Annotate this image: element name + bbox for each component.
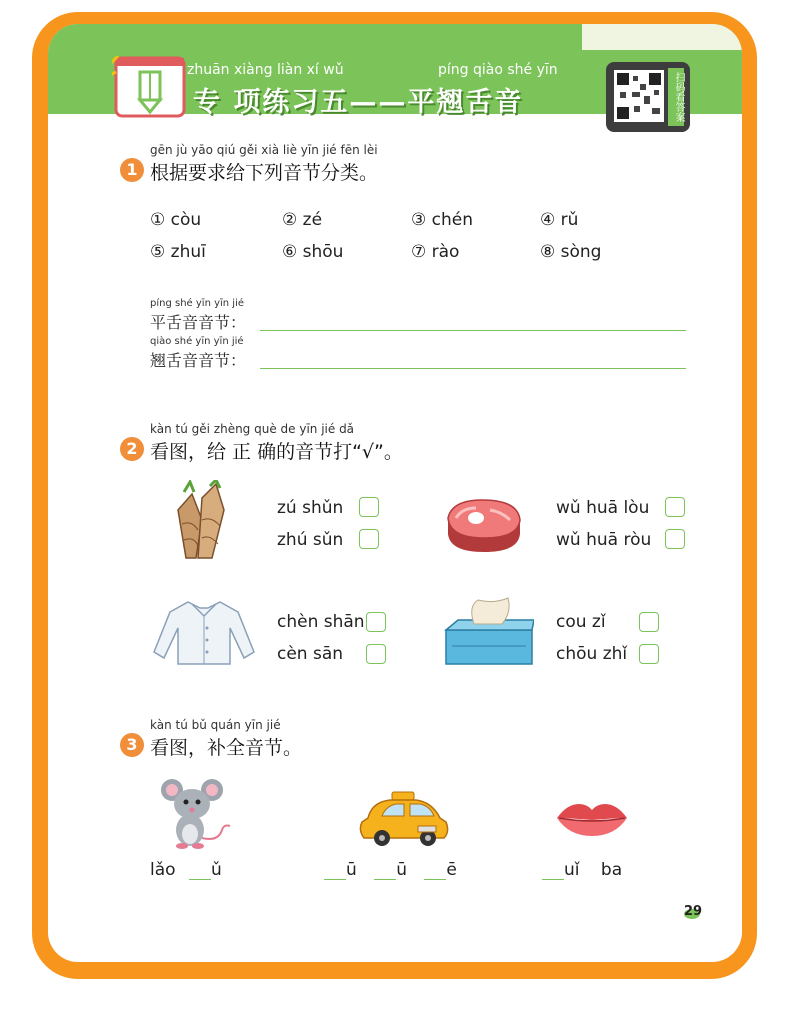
q3-answer-lips[interactable]: uǐ ba — [542, 860, 622, 880]
q2-number: 2 — [120, 437, 144, 461]
q3-answer-mouse[interactable]: lǎo ǔ — [150, 860, 222, 880]
blank-line[interactable] — [324, 863, 346, 880]
page-number: 29 — [684, 904, 703, 919]
q2-option: wǔ huā lòu — [556, 498, 650, 518]
q1-row1-pinyin: píng shé yīn yīn jié — [150, 298, 245, 309]
q3-pinyin: kàn tú bǔ quán yīn jié — [150, 718, 281, 732]
q2-option: wǔ huā ròu — [556, 530, 652, 550]
q2-option: cèn sān — [277, 644, 344, 664]
title-pinyin-left: zhuān xiàng liàn xí wǔ — [187, 62, 344, 78]
q2-pinyin: kàn tú gěi zhèng què de yīn jié dǎ — [150, 422, 355, 436]
q1-row2-answer-line[interactable] — [260, 368, 686, 369]
q1-item: ④ rǔ — [540, 210, 579, 230]
q1-item: ⑦ rào — [411, 242, 460, 262]
title-pinyin-right: píng qiào shé yīn — [438, 62, 558, 78]
pencil-note-icon — [112, 56, 192, 120]
q1-number: 1 — [120, 158, 144, 182]
meat-icon — [442, 496, 524, 554]
q3-answer-taxi[interactable]: ū ū ē — [324, 860, 457, 880]
q1-row1-label: 平舌音音节： — [150, 313, 247, 332]
q1-item: ⑧ sòng — [540, 242, 602, 262]
qr-card[interactable] — [606, 62, 690, 132]
blank-line[interactable] — [542, 863, 564, 880]
qr-code-icon — [614, 70, 664, 122]
q1-text: 根据要求给下列音节分类。 — [150, 162, 379, 184]
q1-item: ③ chén — [411, 210, 473, 230]
q2-option: zhú sǔn — [277, 530, 344, 550]
q2-checkbox[interactable] — [366, 644, 386, 664]
q1-item: ⑥ shōu — [282, 242, 344, 262]
bamboo-shoot-icon — [172, 480, 236, 562]
tissue-box-icon — [444, 596, 534, 666]
q3-text: 看图，补全音节。 — [150, 737, 303, 759]
q2-checkbox[interactable] — [359, 497, 379, 517]
qr-label: 扫码看答案 — [668, 68, 684, 126]
q1-item: ① còu — [150, 210, 202, 230]
q2-checkbox[interactable] — [639, 644, 659, 664]
q1-row2-label: 翘舌音音节： — [150, 351, 247, 370]
q2-option: cou zǐ — [556, 612, 606, 632]
q2-option: zú shǔn — [277, 498, 344, 518]
q3-number: 3 — [120, 733, 144, 757]
q1-row1-answer-line[interactable] — [260, 330, 686, 331]
q1-pinyin: gēn jù yāo qiú gěi xià liè yīn jié fēn lèi — [150, 143, 378, 157]
blank-line[interactable] — [189, 863, 211, 880]
q1-item: ⑤ zhuī — [150, 242, 206, 262]
taxi-icon — [358, 790, 450, 848]
q2-checkbox[interactable] — [639, 612, 659, 632]
lips-icon — [555, 798, 629, 838]
page-title: 专 项练习五——平翘舌音 — [193, 87, 524, 118]
q2-option: chèn shān — [277, 612, 365, 632]
blank-line[interactable] — [424, 863, 446, 880]
q2-checkbox[interactable] — [665, 529, 685, 549]
mouse-icon — [158, 776, 232, 850]
q1-row2-pinyin: qiào shé yīn yīn jié — [150, 336, 244, 347]
q2-text: 看图，给 正 确的音节打“√”。 — [150, 441, 403, 463]
q2-option: chōu zhǐ — [556, 644, 628, 664]
blank-line[interactable] — [374, 863, 396, 880]
shirt-icon — [150, 598, 258, 666]
q2-checkbox[interactable] — [665, 497, 685, 517]
q2-checkbox[interactable] — [366, 612, 386, 632]
q1-item: ② zé — [282, 210, 323, 230]
q2-checkbox[interactable] — [359, 529, 379, 549]
